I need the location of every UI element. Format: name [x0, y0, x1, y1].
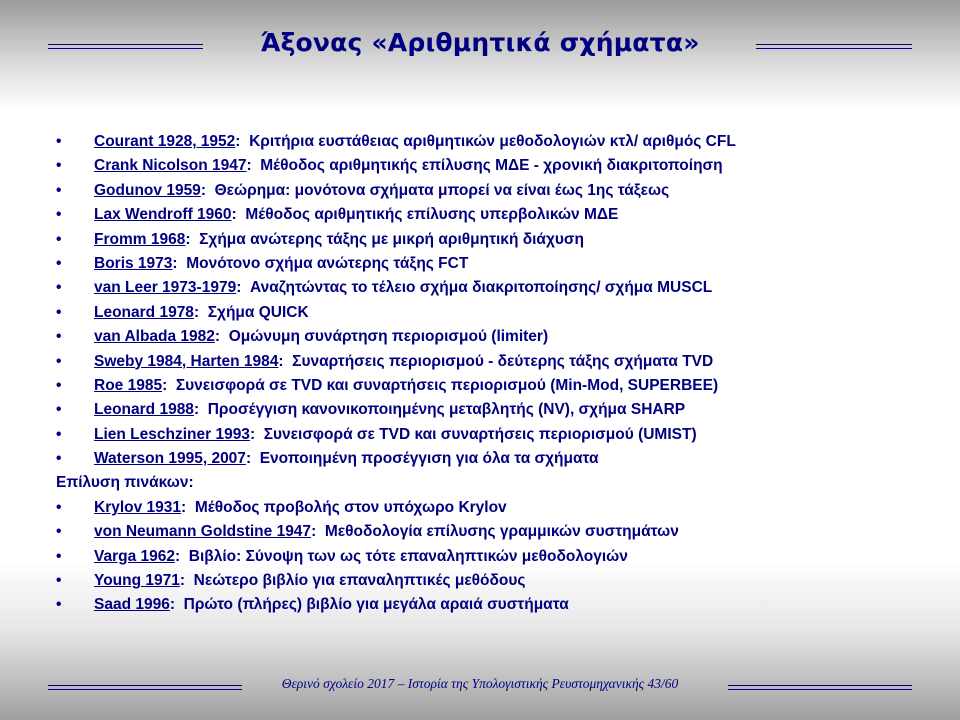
item-description: Συναρτήσεις περιορισμού - δεύτερης τάξης σχήματα TVD	[292, 352, 714, 370]
footer	[0, 676, 960, 698]
separator: :	[162, 376, 176, 394]
bullet-icon: •	[56, 181, 62, 199]
bullet-icon: •	[56, 328, 62, 346]
list-item	[56, 130, 936, 154]
item-line	[94, 228, 584, 252]
reference-link[interactable]: van Albada 1982	[94, 328, 215, 346]
item-description: Αναζητώντας το τέλειο σχήμα διακριτοποίησης/ σχήμα MUSCL	[249, 279, 713, 297]
reference-link[interactable]: Crank Nicolson 1947	[94, 157, 247, 175]
item-line	[94, 203, 618, 227]
item-line	[94, 496, 507, 520]
item-description: Μεθοδολογία επίλυσης γραμμικών συστημάτων	[324, 523, 679, 541]
item-description: Συνεισφορά σε TVD και συναρτήσεις περιορισμού (UMIST)	[263, 425, 697, 443]
separator: :	[246, 157, 261, 175]
separator: :	[179, 572, 194, 590]
separator: :	[181, 498, 195, 516]
separator: :	[172, 254, 187, 272]
bullet-icon: •	[56, 133, 62, 150]
bullet-icon: •	[56, 352, 62, 370]
separator: :	[235, 133, 250, 150]
item-line	[94, 252, 468, 276]
list-item	[56, 203, 936, 227]
item-line	[94, 276, 712, 300]
item-line	[94, 325, 548, 349]
list-item	[56, 374, 936, 398]
item-description: Ομώνυμη συνάρτηση περιορισμού (limiter)	[228, 328, 549, 346]
item-line	[94, 350, 713, 374]
slide-title	[0, 28, 960, 57]
item-line	[94, 520, 679, 544]
list-item	[56, 228, 936, 252]
item-description: Μέθοδος προβολής στον υπόχωρο Krylov	[194, 498, 507, 516]
separator: :	[214, 328, 229, 346]
bullet-icon: •	[56, 279, 62, 297]
bullet-icon: •	[56, 303, 62, 321]
reference-link[interactable]: Fromm 1968	[94, 230, 186, 248]
reference-link[interactable]: Sweby 1984, Harten 1984	[94, 352, 279, 370]
separator: :	[193, 303, 208, 321]
item-description: Μέθοδος αριθμητικής επίλυσης ΜΔΕ - χρονική διακριτοποίηση	[260, 157, 723, 175]
section-label: Επίλυση πινάκων:	[56, 474, 194, 492]
separator: :	[169, 596, 184, 614]
item-description: Προσέγγιση κανονικοποιημένης μεταβλητής (NV), σχήμα SHARP	[207, 401, 686, 419]
separator: :	[175, 547, 189, 565]
bullet-icon: •	[56, 498, 62, 516]
separator: :	[236, 279, 250, 297]
list-item	[56, 179, 936, 203]
bullet-icon: •	[56, 157, 62, 175]
list-item	[56, 447, 936, 471]
bullet-icon: •	[56, 230, 62, 248]
list-item	[56, 398, 936, 422]
separator: :	[278, 352, 293, 370]
bullet-icon: •	[56, 425, 62, 443]
separator: :	[245, 450, 260, 468]
item-line	[94, 398, 685, 422]
bullet-icon: •	[56, 523, 62, 541]
item-line	[94, 447, 599, 471]
list-item	[56, 569, 936, 593]
title-area	[0, 28, 960, 68]
reference-link[interactable]: Roe 1985	[94, 376, 163, 394]
reference-link[interactable]: Young 1971	[94, 572, 180, 590]
bullet-icon: •	[56, 376, 62, 394]
list-item	[56, 325, 936, 349]
item-description: Σχήμα ανώτερης τάξης με μικρή αριθμητική διάχυση	[199, 230, 584, 248]
separator: :	[231, 206, 246, 224]
reference-link[interactable]: Saad 1996	[94, 596, 170, 614]
footer-text: Θερινό σχολείο 2017 – Ιστορία της Υπολογιστικής Ρευστομηχανικής 43/60	[281, 676, 679, 691]
reference-link[interactable]: Godunov 1959	[94, 181, 201, 199]
item-description: Σχήμα QUICK	[207, 303, 309, 321]
item-description: Πρώτο (πλήρες) βιβλίο για μεγάλα αραιά συστήματα	[183, 596, 569, 614]
item-line	[94, 301, 309, 325]
separator: :	[200, 181, 215, 199]
section-row	[56, 471, 936, 495]
reference-link[interactable]: van Leer 1973-1979	[94, 279, 237, 297]
list-item	[56, 252, 936, 276]
item-line	[94, 569, 525, 593]
list-item	[56, 520, 936, 544]
reference-link[interactable]: Leonard 1978	[94, 303, 194, 321]
reference-link[interactable]: Lax Wendroff 1960	[94, 206, 232, 224]
reference-link[interactable]: Krylov 1931	[94, 498, 182, 516]
list-item	[56, 350, 936, 374]
slide-title-text: Άξονας «Αριθμητικά σχήματα»	[260, 28, 700, 57]
item-description: Συνεισφορά σε TVD και συναρτήσεις περιορισμού (Min-Mod, SUPERBEE)	[175, 376, 719, 394]
item-description: Νεώτερο βιβλίο για επαναληπτικές μεθόδους	[193, 572, 526, 590]
list-item	[56, 301, 936, 325]
item-line	[94, 130, 736, 154]
reference-link[interactable]: Varga 1962	[94, 547, 176, 565]
item-line	[94, 593, 569, 617]
item-description: Θεώρημα: μονότονα σχήματα μπορεί να είναι έως 1ης τάξεως	[214, 181, 670, 199]
item-description: Βιβλίο: Σύνοψη των ως τότε επαναληπτικών μεθοδολογιών	[188, 547, 628, 565]
item-line	[94, 374, 718, 398]
bullet-icon: •	[56, 572, 62, 590]
bullet-icon: •	[56, 450, 62, 468]
bullet-icon: •	[56, 547, 62, 565]
bullet-icon: •	[56, 254, 62, 272]
item-line	[94, 179, 669, 203]
reference-link[interactable]: Courant 1928, 1952	[94, 133, 236, 150]
bullet-icon: •	[56, 401, 62, 419]
bullet-list	[56, 130, 936, 618]
item-description: Ενοποιημένη προσέγγιση για όλα τα σχήματα	[259, 450, 599, 468]
reference-link[interactable]: Lien Leschziner 1993	[94, 425, 250, 443]
reference-link[interactable]: Leonard 1988	[94, 401, 194, 419]
list-item	[56, 545, 936, 569]
item-line	[94, 154, 723, 178]
separator: :	[249, 425, 264, 443]
list-item	[56, 496, 936, 520]
bullet-icon: •	[56, 206, 62, 224]
item-line	[94, 545, 628, 569]
item-line	[94, 423, 697, 447]
list-item	[56, 154, 936, 178]
reference-link[interactable]: Waterson 1995, 2007	[94, 450, 246, 468]
separator: :	[193, 401, 208, 419]
list-item	[56, 423, 936, 447]
item-description: Μέθοδος αριθμητικής επίλυσης υπερβολικών ΜΔΕ	[245, 206, 619, 224]
reference-link[interactable]: Boris 1973	[94, 254, 173, 272]
list-item	[56, 593, 936, 617]
separator: :	[185, 230, 200, 248]
bullet-icon: •	[56, 596, 62, 614]
item-description: Κριτήρια ευστάθειας αριθμητικών μεθοδολογιών κτλ/ αριθμός CFL	[249, 133, 736, 150]
item-description: Μονότονο σχήμα ανώτερης τάξης FCT	[186, 254, 469, 272]
separator: :	[311, 523, 325, 541]
list-item	[56, 276, 936, 300]
reference-link[interactable]: von Neumann Goldstine 1947	[94, 523, 312, 541]
